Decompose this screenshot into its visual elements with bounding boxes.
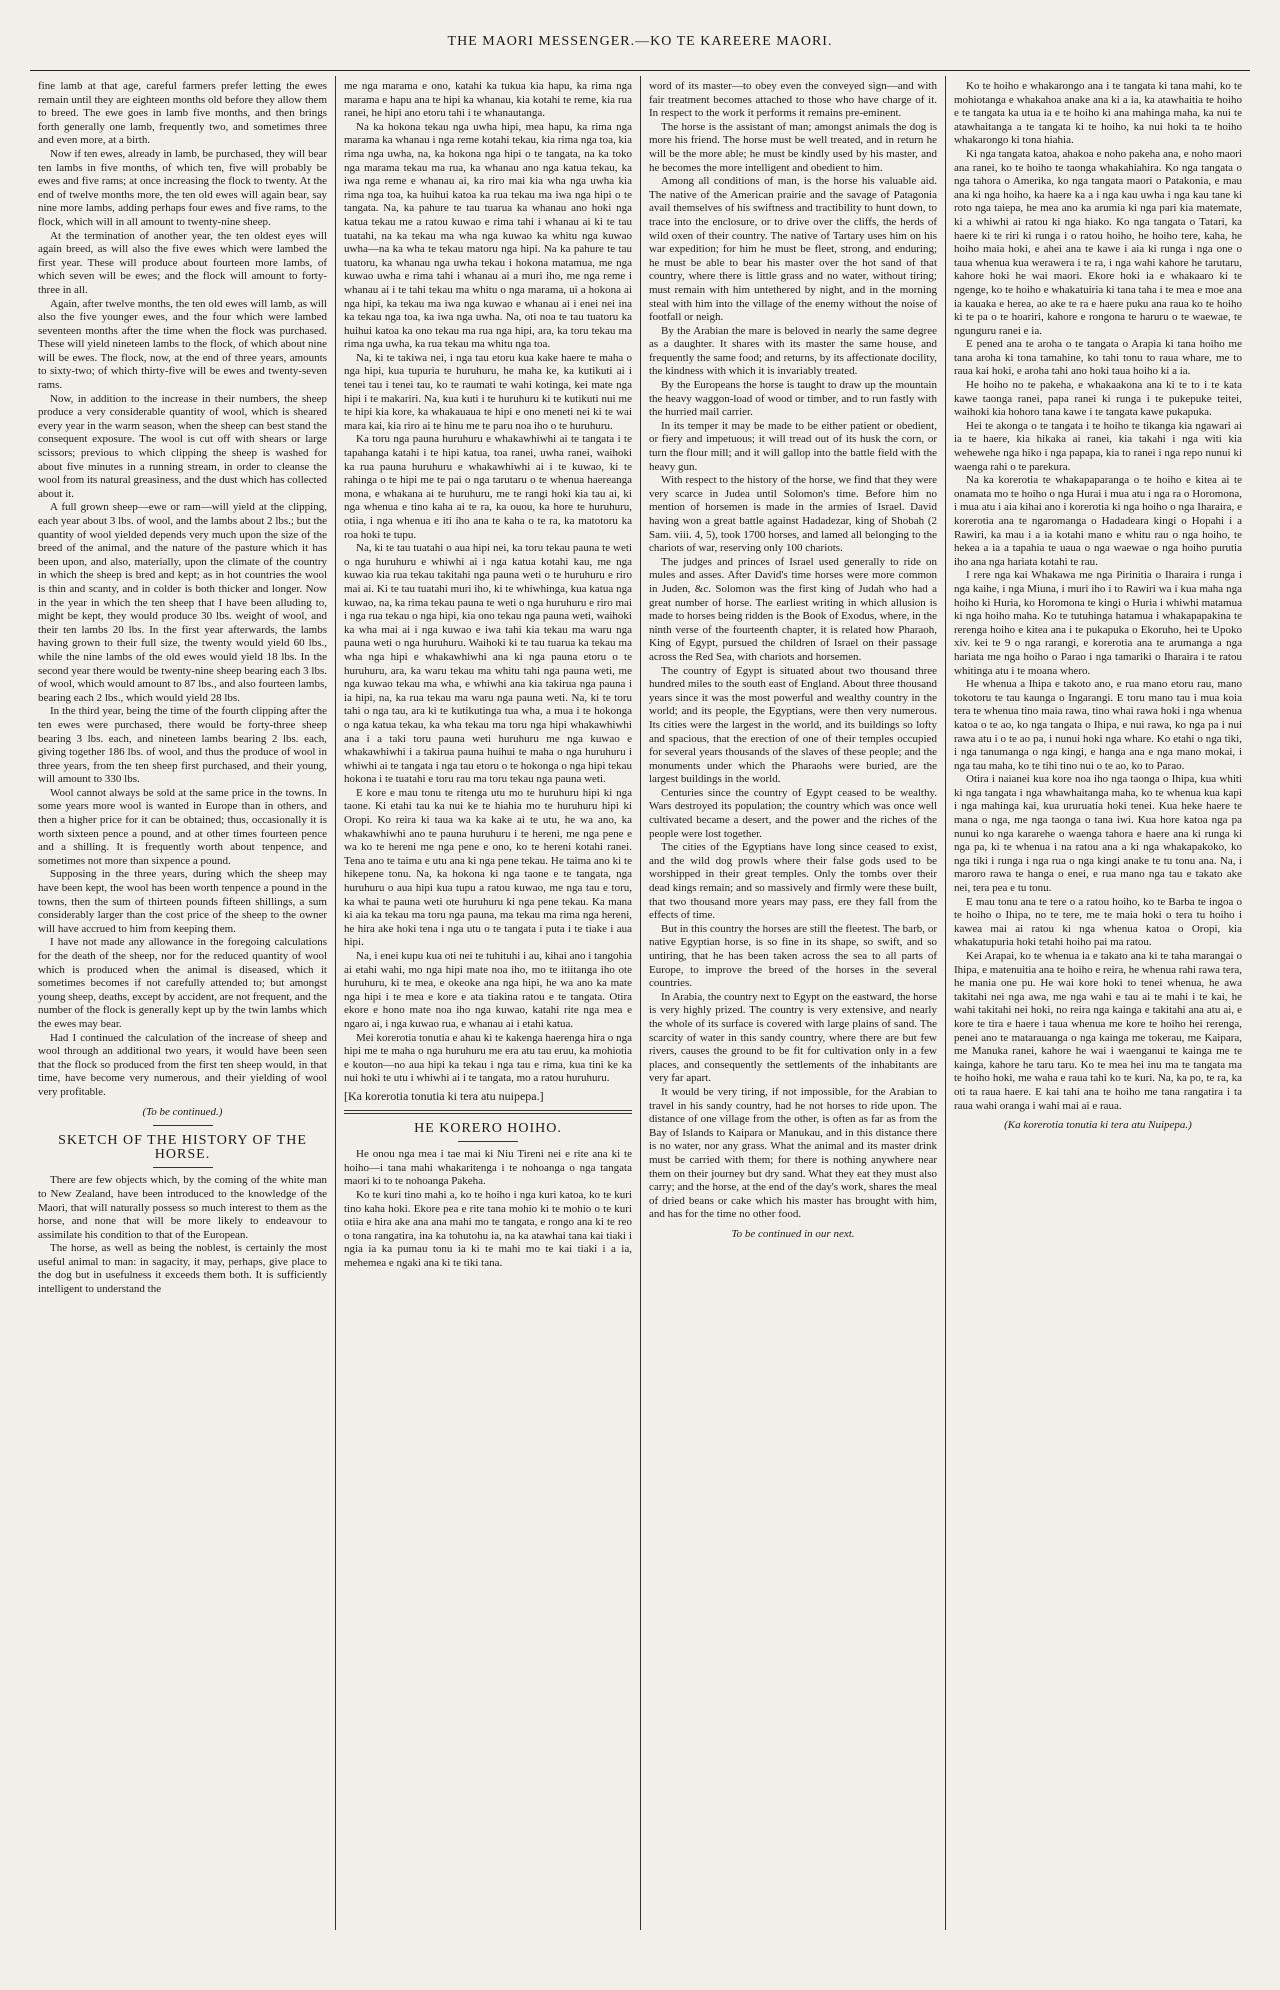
paragraph: Na ka korerotia te whakapaparanga o te hoiho e kitea ai te onamata mo te hoiho o nga Hurai i mua atu i nga ra o Horomona, i mua atu i aia kihai ano i korerotia ki nga hoiho o nga Iharaira, e korerotia ana te ngaromanga o Hadadeara kingi o Hopahi i a Rawiri, ka mau i a ia kotahi mano e whitu rau o nga hoiho, te hekea a ia a tapahia te uaua o nga waewae o nga hoiho purutia iho ana nga hariata kotahi te rau. <box>954 474 1242 568</box>
paragraph: Hei te akonga o te tangata i te hoiho te tikanga kia ngawari ai ia te haere, kia hikaka ai ranei, kia takahi i nga witi kia wehewehe nga hiko i nga papapa, kia to ranei i nga repo nunui ki waenga rahi o te parekura. <box>954 419 1242 473</box>
paragraph: The horse is the assistant of man; amongst animals the dog is more his friend. The horse must be well treated, and in return he will be the more able; he must be kindly used by his master, and he becomes the more intelligent and obedient to him. <box>649 120 937 174</box>
paragraph: The cities of the Egyptians have long since ceased to exist, and the wild dog prowls where their false gods used to be worshipped in their great temples. Only the tombs over their dead kings remain; and so massively and firmly were these built, that two thousand more years may pass, ere they fall from the effects of time. <box>649 841 937 922</box>
section-heading: SKETCH OF THE HISTORY OF THE HORSE. <box>58 1133 307 1162</box>
paragraph: Otira i naianei kua kore noa iho nga taonga o Ihipa, kua whiti ki nga tangata i nga whawhaitanga maha, ko te whenua kua kapi i nga mahinga kai, kua ururuatia hoki tenei. Kua heke haere te mana o nga, me nga taonga o tana iwi. Kua hore katoa nga pa nunui ko nga kararehe o waenga tahora e haere ana ki runga ki nga pa, ki te whenua i na ratou ana a ki nga whakapakoko, ko nga tiki i runga i nga rua o nga kingi anake te tu tonu ana. Na, i maroro rawa te hanga o enei, e rua mano nga tau e takato ake nei, tera pea e tu tonu. <box>954 773 1242 895</box>
paragraph: Na, i enei kupu kua oti nei te tuhituhi i au, kihai ano i tangohia ai etahi wahi, mo nga hipi mate noa iho, mo te itiitanga iho ote huruhuru, ki te mea, e okeoke ana nga hipi, he wa ano ka mate nga hipi i te mea e kore e ata tiakina ratou e te tangata. Otira ekore e hono mate noa iho nga kuwao, katahi rite nga mea e ngaro ai, i nga kuwao rua, e whanau ai i etahi katua. <box>344 950 632 1030</box>
paragraph: At the termination of another year, the ten oldest eyes will again breed, as will also the five ewes which were lambed the first year. These will produce about fourteen more lambs, of which seven will be ewes; and the flock will amount to forty-three in all. <box>38 229 327 296</box>
paragraph: The country of Egypt is situated about two thousand three hundred miles to the south east of England. About three thousand years since it was the most powerful and wealthy country in the world; and its people, the Egyptians, were then very numerous. Its cities were the largest in the world, and its buildings so lofty and spacious, that the erection of one of their temples occupied for several years thousands of the slaves of these people; and the monuments under which the Pharaohs were buried, are the largest buildings in the world. <box>649 664 937 786</box>
paragraph: He onou nga mea i tae mai ki Niu Tireni nei e rite ana ki te hoiho—i tana mahi whakaritenga i te nohoanga o nga tangata maori ki to te nohoanga Pakeha. <box>344 1148 632 1188</box>
newspaper-page <box>30 30 1250 1930</box>
paragraph: A full grown sheep—ewe or ram—will yield at the clipping, each year about 3 lbs. of wool, and the lambs about 2 lbs.; but the quantity of wool yielded depends very much upon the size of the breed of the animal, and the nature of the pasture which it has been upon, and also, materially, upon the climate of the country in which the sheep is bred and kept; as in hot countries the wool is thin and scanty, and in colder is both thicker and longer. Now in the year in which the ten sheep that I have been alluding to, might be kept, they would produce 30 lbs. weight of wool, and their ten lambs 20 lbs. In the first year afterwards, the lambs having grown to their full size, the twenty would yield 60 lbs., while the nine lambs of the old ewes would yield 18 lbs. In the second year there would be twenty-nine sheep bearing each 3 lbs. of wool, which would amount to 87 lbs., and also fourteen lambs, bearing each 2 lbs., which would yield 28 lbs. <box>38 501 327 704</box>
paragraph: Now if ten ewes, already in lamb, be purchased, they will bear ten lambs in five months, of which ten, five will probably be ewes and five rams; at once increasing the flock to twenty. At the end of twelve months more, the ten old ewes will again bear, say nine more lambs, adding perhaps four ewes and five rams, to the flock, which will in all amount to twenty-nine sheep. <box>38 147 327 228</box>
masthead-rule <box>30 70 1250 71</box>
paragraph: I rere nga kai Whakawa me nga Pirinitia o Iharaira i runga i nga kaihe, i nga Miuna, i muri iho i to Rawiri wa i kua maha nga hoiho ki Huria, ko Horomona te kingi o Huria i whiwhi matamua ki nga hoiho maha. Ko te tutuhinga hatamua i whakapapakina te rerenga hoiho e kitea ana i te pukapuka o Ekoruho, hei te Upoko xiv. kei te 9 o nga rarangi, e korerotia ana te arumanga a nga hariata me nga hoiho o Parao i nga tamariki o Iharaira i te ratou whitinga atu i te moana whero. <box>954 569 1242 677</box>
paragraph: He whenua a Ihipa e takoto ano, e rua mano etoru rau, mano tokotoru te tau kaunga o Ingarangi. E toru mano tau i mua koia tera te whenua tino maia rawa, tino whai rawa hoki i nga whenua katoa o te ao, ko nga tangata o Ihipa, e nui rawa, ko nga pa i nui rawa atu i o te ao pa, i nunui hoki nga whare. Ko etahi o nga tiki, i nga tanumanga o nga kingi, e hanga ana e nga mano mokai, i nga tau maha, ko te tihi tino nui o te ao, ko to Parao. <box>954 678 1242 772</box>
continued-note: (To be continued.) <box>142 1105 223 1118</box>
paragraph: Wool cannot always be sold at the same price in the towns. In some years more wool is wanted in Europe than in others, and then a higher price for it can be obtained; thus, occasionally it is worth sixteen pence a pound, and at other times fourteen pence and a shilling. It is frequently worth about tenpence, and sometimes not more than sixpence a pound. <box>38 786 327 867</box>
paragraph: Kei Arapai, ko te whenua ia e takato ana ki te taha marangai o Ihipa, e matenuitia ana te hoiho e reira, he whenua rahi rawa tera, he mania one pu. He wai kore hoki to tenei whenua, he awa takitahi nei nga awa, me nga wahi e tau ai te mahi i te kai, he wahi takitahi nei hoki, no reira nga kainga e takitahi ana atu ai, e kore te tira e haere i taua whenua me kore te hoiho hei rerenga, penei ano te matarauanga o nga kainga me tokerau, me Kaipara, me Manuka ranei, kahore he wai i waenganui te kainga me te kainga, kahore he taru taru. Ko te mea hei inu ma te tangata ma te hoiho hoki, me waha e raua tahi ko te kuri. Na, ka po, te ra, ka oti ta raua haere. E kai tahi ana te hoiho me tana rangatira i ta raua wahi oranga i wahi mai ai e raua. <box>954 950 1242 1112</box>
paragraph: There are few objects which, by the coming of the white man to New Zealand, have been introduced to the knowledge of the Maori, that will naturally possess so much interest to them as the horse, and none that will be more likely to endeavour to assimilate his condition to that of the European. <box>38 1174 327 1241</box>
paragraph: Ki nga tangata katoa, ahakoa e noho pakeha ana, e noho maori ana ranei, ko te hoiho te taonga whakahiahira. Ko nga tangata o nga tahora o Amerika, ko nga tangata maori o Patakonia, e mau ana ki nga hoiho, ka haere ka a i nga kau uwha i nga kau tane ki roto nga taiepa, he mea ano ka arumia ki nga pari kia matemate, ki a whiwhi ai ratou ki nga hiako. Ko nga tangata o Tatari, ka haere ki te riri ki runga i o ratou hoiho, he hoiho tere, kaha, he hoiho maia hoki, e ahei ana te kawe i aia ki runga i nga one o taua whenua kua werawera i te ra, i nga wahi kahore he tarutaru, kahore hoki he wai maori. Ekore hoki ia e whakaaro ki te ngenge, ko te hoiho e whakatuiria ki tana taha i te mea e moe ana ia kauaka e herea, ao ake te ra e haere puku ana raua ko te hoiho ki te pa o te hoariri, kahore e rongona te haruru o te waewae, te ngunguru ranei e ia. <box>954 147 1242 337</box>
paragraph: In the third year, being the time of the fourth clipping after the ten ewes were purchased, there would be forty-three sheep bearing 3 lbs. each, and nineteen lambs bearing 2 lbs. each, giving together 186 lbs. of wool, and thus the produce of wool in three years, from the ten sheep first purchased, and their young, will amount to 330 lbs. <box>38 705 327 786</box>
paragraph: fine lamb at that age, careful farmers prefer letting the ewes remain until they are eighteen months old before they allow them to breed. The ewe goes in lamb five months, and then brings forth generally one lamb, frequently two, and sometimes three and even more, at a birth. <box>38 80 327 147</box>
paragraph: me nga marama e ono, katahi ka tukua kia hapu, ka rima nga marama e hapu ana te hipi ka whanau, kia kotahi te reme, kia rua ranei, he hipi ano etoru tahi i te whanautanga. <box>344 80 632 120</box>
column-3 <box>640 76 945 1930</box>
paragraph: Na, ki te takiwa nei, i nga tau etoru kua kake haere te maha o nga hipi, kua tupuria te huruhuru, he maha ke, ka kutikuti ai i tenei tau i tenei tau, ko te raumati te wahi kotinga, kei mate nga hipi i te makariri. Na, kua kuti i te huruhuru ki te kutikuti nui me te hipi kia kore, ka whakauaua te hipi e ono meneti nei ki te wai mara kai, kia riro ai te hinu me te paru noa iho o te huruhuru. <box>344 351 632 432</box>
paragraph: word of its master—to obey even the conveyed sign—and with fair treatment becomes attached to those who have charge of it. In respect to the work it performs it remains pre-eminent. <box>649 80 937 120</box>
paragraph: E mau tonu ana te tere o a ratou hoiho, ko te Barba te ingoa o te hoiho o Ihipa, no te tere, me te maia hoki o tera tu hoiho i kawea mai ai ratou ki nga whenua katoa o Oropi, kia whakatupuria hoki tetahi hoiho pai ma ratou. <box>954 895 1242 949</box>
paragraph: E kore e mau tonu te ritenga utu mo te huruhuru hipi ki nga taone. Ki etahi tau ka nui ke te hiahia mo te huruhuru hipi ki Oropi. Ko reira ki taua wa ka kake ai te utu, he wa ano, ka whakawhiwhi ano te pauna huruhuru i te hereni, me nga pene e wa ko te hereni me nga pene e ono, ko te hereni kotahi ranei. Tena ano te taima e utu ana ki nga pene tekau. He taima ano ki te hikepene tonu. Na, ka hokona ki nga taone e te tangata, nga huruhuru o aua hipi kua tupu a ratou kuwao, me nga tau e toru, ka whai te pauna weti ote huruhuru ki nga pene tekau. Ka mana ki aia ka tekau ma toru nga pauna, ma tekau ma rima nga hereni, he hira ake hoki tena i nga utu o te tangata i puta i te tiake i aua hipi. <box>344 786 632 949</box>
paragraph: The judges and princes of Israel used generally to ride on mules and asses. After David's time horses were more common in Juden, &c. Solomon was the first king of Judah who had a great number of horse. The earliest writing in which allusion is made to horses being ridden is the Book of Exodus, where, in the ninth verse of the fourteenth chapter, it is related how Pharaoh, King of Egypt, pursued the children of Israel on their passage across the Red Sea, with chariots and horsemen. <box>649 555 937 663</box>
paragraph: The horse, as well as being the noblest, is certainly the most useful animal to man: in sagacity, it may, perhaps, give place to the dog but in usefulness it exceeds them both. It is sufficiently intelligent to understand the <box>38 1242 327 1296</box>
paragraph: Ko te hoiho e whakarongo ana i te tangata ki tana mahi, ko te mohiotanga e whakahoa anake ana ki a ia, ka atawhaitia te hoiho e te tangata ka utua ia e te hoiho ki ana mahinga maha, ka nui te atawhaitanga a te tangata ki te hoiho, ka nui hoki ta te hoiho whakarongo ki tona hiahia. <box>954 80 1242 147</box>
paragraph: But in this country the horses are still the fleetest. The barb, or native Egyptian horse, is so fine in its shape, so swift, and so untiring, that he has been taken across the sea to all parts of Europe, to improve the breed of the horses in the several countries. <box>649 922 937 990</box>
paragraph: Ka toru nga pauna huruhuru e whakawhiwhi ai te tangata i te tapahanga katahi i te hipi katua, toa ranei, uwha ranei, waihoki ka rua pauna huruhuru e whakawhiwhi ai i te kuwao, ki te rahinga o te hipi me te pai o nga tarutaru o te whenua haereanga mona, e whakana ai te huruhuru, me te rangi hoki kia tau ai, ki nga whenua e tino kaha ai te ra, ka ouou, ka hore te huruhuru, otiia, i nga whenua e iti iho ana te kaha o te ra, ka matotoru ka roa hoki te tupu. <box>344 433 632 541</box>
paragraph: Mei korerotia tonutia e ahau ki te kakenga haerenga hira o nga hipi me te maha o nga huruhuru me era atu tau eruu, ka mohiotia e kouton—no aua hipi ka tekau i nga tau e rima, kua tini ke ka nui hoki te utu i whiwhi ai i te tangata, mo a ratou huruhuru. <box>344 1031 632 1085</box>
separator-rule <box>458 1141 518 1142</box>
paragraph: With respect to the history of the horse, we find that they were very scarce in Judea until Solomon's time. Before him no mention of horsemen is made in the armies of Israel. David having won a great battle against Hadadezar, king of Shobah (2 Sam. viii. 4, 5), took 1700 horses, and lamed all belonging to the chariots of war, reserving only 100 chariots. <box>649 474 937 555</box>
paragraph: E pened ana te aroha o te tangata o Arapia ki tana hoiho me tana aroha ki tona tamahine, ko tahi tonu to raua whare, me to raua kai hoki, e aroha tahi ano hoki taua hoiho ki a ia. <box>954 338 1242 378</box>
paragraph: By the Arabian the mare is beloved in nearly the same degree as a daughter. It shares with its master the same house, and frequently the same food; and returns, by its affectionate docility, the kindness with which it is invariably treated. <box>649 324 937 378</box>
paragraph: Again, after twelve months, the ten old ewes will lamb, as will also the five younger ewes, and the four which were lambed seventeen months after the time when the flock was purchased. These will yield nineteen lambs to the flock, of which about nine will be ewes. The flock, now, at the end of three years, amounts to sixty-two; of which thirty-five will be ewes and twenty-seven rams. <box>38 297 327 392</box>
section-heading: HE KORERO HOIHO. <box>414 1120 562 1136</box>
paragraph: Na ka hokona tekau nga uwha hipi, mea hapu, ka rima nga marama ka whanau i nga reme kotahi tekau, kia rima nga toa, kia rima nga uwha, na, ka hokona nga hipi o te tangata, na ka toko nga marama tekau ma rua, ka whanau ano nga katua tekau, ka iwa nga reme e whanau ai, ka riro mai kia wha nga uwha kia rima nga toa, ka huihui katoa ka rua tekau ma iwa nga hipi o te tangata. Na, ka pahure te tau tuarua ka whanau ano hoki nga katua tekau me a ratou kuwao e rima tahi i whanau ai ki te tau tuatahi, na ka tekau ma wha nga kuwao ka whitu nga kuwao uwha—na ka wha te tekau matoru nga hipi. Na ka pahure te tau tuatoru, ka whanau nga uwha tekau i hokona matamua, me nga kuwao uwha e rima tahi i whanau ai a muri iho, me nga reme i whanau ai i te tahi tekau ma whitu o nga marama, ui a hokona ai nga hipi, ka tekau ma iwa nga kuwao e whanau ai i enei nei ina ka tekau nga toa, ka iwa nga uwha. Na, oti noa te tau tuatoru ka huihui katoa ka ono tekau ma rua nga hipi, ara, ka toru tekau ma rima nga uwha, ka rua tekau ma whitu nga toa. <box>344 120 632 351</box>
paragraph: It would be very tiring, if not impossible, for the Arabian to travel in his sandy country, had he not horses to ride upon. The distance of one village from the other, is often as far as from the Bay of Islands to Kaipara or Manukau, and in this distance there is no water, nor any grass. What the animal and its master drink must be carried with them; for there is nothing anywhere near them on their journey but dry sand. What they eat they must also carry; and the horse, at the end of the day's work, shares the meal of dried beans or cake which his master has brought with him, and has for the time no other food. <box>649 1085 937 1221</box>
column-4 <box>945 76 1250 1930</box>
paragraph: Among all conditions of man, is the horse his valuable aid. The native of the American prairie and the savage of Patagonia avail themselves of his swiftness and tractibility to hunt down, to trace into the enclosure, or to drive over the cliffs, the herds of wild oxen of their country. The native of Tartary uses him on his war expedition; for him he must be fleet, strong, and enduring; he must be able to bear his master over the hot sand of that country, where there is little grass and no water, without tiring; must remain with him untethered by night, and in the morning steal with him into the village of the enemy without the noise of footfall or neigh. <box>649 175 937 324</box>
paragraph: Now, in addition to the increase in their numbers, the sheep produce a very considerable quantity of wool, which is sheared every year in the warm season, when the sheep can best stand the consequent exposure. The wool is cut off with shears or large scissors; previous to which clipping the sheep is washed for about five minutes in a running stream, in order to cleanse the wool from its natural greasiness, and the dust which has collected about it. <box>38 392 327 500</box>
paragraph: Had I continued the calculation of the increase of sheep and wool through an additional two years, it would have been seen that the flock so produced from the first ten sheep would, in that time, have become very numerous, and their yielding of wool very profitable. <box>38 1031 327 1098</box>
paragraph: I have not made any allowance in the foregoing calculations for the death of the sheep, nor for the reduced quantity of wool which is produced when the animal is diseased, which it sometimes becomes if not carefully attended to; but amongst young sheep, deaths, except by accident, are not frequent, and the number of the flock is generally kept up by the twin lambs which the ewes may bear. <box>38 936 327 1030</box>
paragraph: By the Europeans the horse is taught to draw up the mountain the heavy waggon-load of wood or timber, and to run fastly with the hurried mail carrier. <box>649 379 937 419</box>
paragraph: In its temper it may be made to be either patient or obedient, or fiery and impetuous; it will tread out of its husk the corn, or turn the flour mill; and it will gallop into the battle field with the heavy gun. <box>649 419 937 473</box>
continued-note: [Ka korerotia tonutia ki tera atu nuipepa.] <box>344 1088 544 1103</box>
separator-rule <box>153 1125 213 1126</box>
paragraph: He hoiho no te pakeha, e whakaakona ana ki te to i te kata kawe taonga ranei, papa ranei ki runga i te pukepuke teitei, waihoki kia hohoro tana kawe i te tangata kawe pukapuka. <box>954 379 1242 419</box>
separator-rule <box>153 1167 213 1168</box>
column-2 <box>335 76 640 1930</box>
paragraph: Supposing in the three years, during which the sheep may have been kept, the wool has been worth tenpence a pound in the towns, then the sum of thirteen pounds fifteen shillings, a sum considerably larger than the cost price of the sheep to the owner will have accrued to him from keeping them. <box>38 868 327 935</box>
continued-note: (Ka korerotia tonutia ki tera atu Nuipepa.) <box>1004 1119 1192 1132</box>
column-1 <box>30 76 335 1930</box>
continued-note: To be continued in our next. <box>731 1227 855 1240</box>
separator-rule <box>344 1110 632 1114</box>
paragraph: Centuries since the country of Egypt ceased to be wealthy. Wars destroyed its population; the country which was once well cultivated became a desert, and the power and the riches of the people were lost together. <box>649 786 937 840</box>
paragraph: In Arabia, the country next to Egypt on the eastward, the horse is very highly prized. The country is very extensive, and nearly the whole of its surface is covered with large plains of sand. The scarcity of water in this sandy country, where there are but few rivers, causes the ground to be fit for cultivation only in a few places, and consequently the settlements of the inhabitants are very far apart. <box>649 990 937 1085</box>
page-title: THE MAORI MESSENGER.—KO TE KAREERE MAORI. <box>447 34 833 49</box>
paragraph: Ko te kuri tino mahi a, ko te hoiho i nga kuri katoa, ko te kuri tino kaha hoki. Ekore pea e rite tana mohio ki te mohio o te kuri otiia e hira ake ana ana mahi mo te tangata, e rongo ana ki te reo o tona rangatira, ina ka tohutohu ia, na ka atawhai tana kai tiaki i ngia ia ka pumau tonu ia ki te mahi mo te kai tiaki i a ia, mehemea e ngaki ana ki te tiki tana. <box>344 1188 632 1269</box>
masthead <box>30 30 1250 74</box>
paragraph: Na, ki te tau tuatahi o aua hipi nei, ka toru tekau pauna te weti o nga huruhuru e whiwhi ai i nga katua kotahi kau, me nga kuwao kia rua tekau takitahi nga pauna weti o te huruhuru e riro mai ai. Ki te tau tuatahi muri iho, ki te whiwhinga, kua katua nga kuwao, na, ka rima tekau pauna te weti o nga huruhuru e riro mai i nga rua tekau o nga hipi, kia ono tekau nga pauna weti, waihoki ka wha mai ai i nga kuwao e iwa tahi kia tekau ma waru nga pauna weti o nga huruhuru. Waihoki ki te tau tuarua ka tekau ma wha nga hipi e whakawhiwhi ana ki nga pauna etoru o te huruhuru, ara, ka waru tekau ma whitu tahi nga pauna weti, me nga kuwao tekau ma wha, e whiwhi ana kia takirua nga pauna i ia hipi, na, ka rua tekau ma waru nga pauna weti. Na, ki te toru tahi o nga tau, ara ki te kutikutinga tua wha, a mua i te hokonga o nga katua tekau, ka wha tekau ma toru nga hipi whakawhiwhi ana i a taki toru pauna weti huruhuru me nga kuwao e whakawhiwhi i a takirua pauna huihui te maha o nga huruhuru i whiwhi ai te tangata i nga tau etoru o te hokonga o nga hipi tekau hokona i te tuatahi e toru rau ma toru tekau nga pauna weti. <box>344 542 632 786</box>
columns <box>30 76 1250 1930</box>
